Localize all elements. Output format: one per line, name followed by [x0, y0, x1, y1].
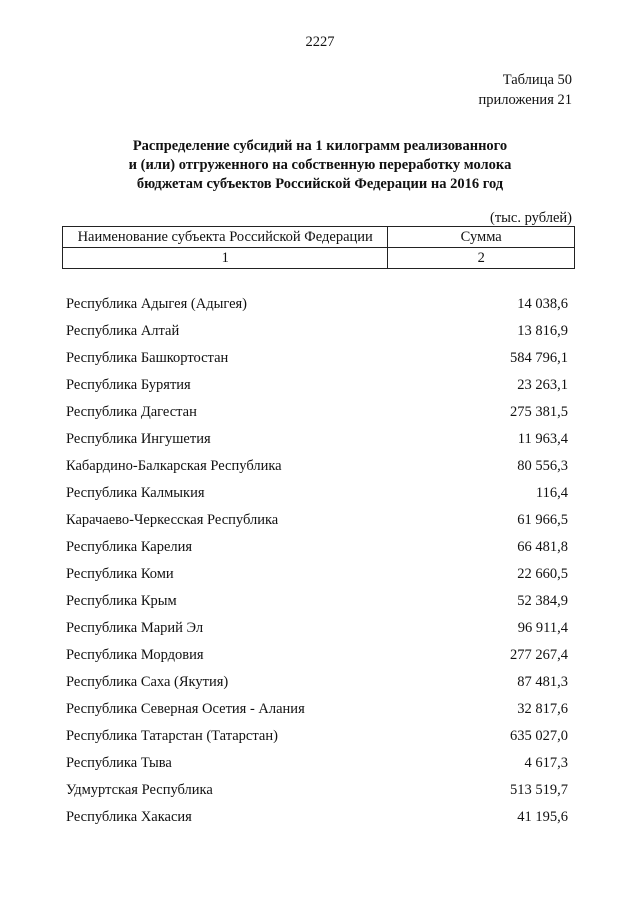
- table-row: [66, 750, 568, 777]
- table-body: [66, 291, 568, 831]
- table-reference-line-2: приложения 21: [478, 92, 572, 108]
- table-row: [66, 588, 568, 615]
- region-name: Республика Марий Эл: [66, 620, 204, 636]
- region-name: Республика Дагестан: [66, 404, 197, 420]
- table-row: [66, 723, 568, 750]
- region-name: Республика Калмыкия: [66, 485, 205, 501]
- subsidy-amount: 11 963,4: [517, 431, 568, 447]
- column-number-1: 1: [63, 248, 388, 269]
- region-name: Республика Саха (Якутия): [66, 674, 229, 690]
- region-name: Республика Башкортостан: [66, 350, 229, 366]
- subsidy-amount: 80 556,3: [517, 458, 568, 474]
- table-row: [66, 318, 568, 345]
- region-name: Республика Коми: [66, 566, 174, 582]
- region-name: Республика Мордовия: [66, 647, 204, 663]
- document-title: [0, 137, 640, 194]
- table-row: [66, 426, 568, 453]
- table-row: [66, 696, 568, 723]
- region-name: Карачаево-Черкесская Республика: [66, 512, 279, 528]
- region-name: Республика Карелия: [66, 539, 193, 555]
- region-name: Республика Бурятия: [66, 377, 191, 393]
- table-row: [66, 669, 568, 696]
- table-reference-line-1: Таблица 50: [502, 72, 572, 88]
- table-row: [66, 345, 568, 372]
- subsidy-amount: 61 966,5: [517, 512, 568, 528]
- table-row: [66, 615, 568, 642]
- region-name: Республика Ингушетия: [66, 431, 211, 447]
- region-name: Кабардино-Балкарская Республика: [66, 458, 282, 474]
- subsidy-amount: 52 384,9: [517, 593, 568, 609]
- region-name: Республика Хакасия: [66, 809, 192, 825]
- subsidy-amount: 23 263,1: [517, 377, 568, 393]
- table-row: [66, 453, 568, 480]
- subsidy-amount: 4 617,3: [524, 755, 568, 771]
- table-row: [66, 534, 568, 561]
- table-row: [66, 507, 568, 534]
- subsidy-amount: 635 027,0: [510, 728, 568, 744]
- subsidy-amount: 41 195,6: [517, 809, 568, 825]
- table-row: [66, 399, 568, 426]
- subsidy-amount: 14 038,6: [517, 296, 568, 312]
- subsidy-amount: 32 817,6: [517, 701, 568, 717]
- page-number: 2227: [305, 34, 335, 50]
- document-title-line-2: и (или) отгруженного на собственную переработку молока: [128, 157, 512, 173]
- document-title-line-3: бюджетам субъектов Российской Федерации на 2016 год: [136, 176, 504, 192]
- table-row: [66, 804, 568, 831]
- table-reference: [479, 70, 572, 110]
- region-name: Республика Татарстан (Татарстан): [66, 728, 278, 744]
- column-header-name: Наименование субъекта Российской Федерации: [63, 227, 388, 248]
- region-name: Удмуртская Республика: [66, 782, 213, 798]
- subsidy-amount: 13 816,9: [517, 323, 568, 339]
- subsidy-amount: 87 481,3: [517, 674, 568, 690]
- document-title-line-1: Распределение субсидий на 1 килограмм реализованного: [132, 138, 508, 154]
- table-header: [62, 226, 575, 269]
- table-column-numbers-row: [63, 248, 575, 269]
- subsidy-amount: 116,4: [535, 485, 568, 501]
- table-row: [66, 561, 568, 588]
- subsidy-amount: 66 481,8: [517, 539, 568, 555]
- subsidy-amount: 96 911,4: [517, 620, 568, 636]
- subsidy-amount: 584 796,1: [510, 350, 568, 366]
- column-header-sum: Сумма: [388, 227, 575, 248]
- table-row: [66, 291, 568, 318]
- region-name: Республика Алтай: [66, 323, 180, 339]
- table-header-row: [63, 227, 575, 248]
- subsidy-amount: 513 519,7: [510, 782, 568, 798]
- table-row: [66, 642, 568, 669]
- table-row: [66, 777, 568, 804]
- subsidy-amount: 277 267,4: [510, 647, 568, 663]
- region-name: Республика Адыгея (Адыгея): [66, 296, 248, 312]
- region-name: Республика Крым: [66, 593, 177, 609]
- subsidy-amount: 275 381,5: [510, 404, 568, 420]
- table-row: [66, 480, 568, 507]
- table-row: [66, 372, 568, 399]
- units-label: (тыс. рублей): [490, 210, 572, 226]
- region-name: Республика Тыва: [66, 755, 172, 771]
- subsidy-amount: 22 660,5: [517, 566, 568, 582]
- region-name: Республика Северная Осетия - Алания: [66, 701, 305, 717]
- column-number-2: 2: [388, 248, 575, 269]
